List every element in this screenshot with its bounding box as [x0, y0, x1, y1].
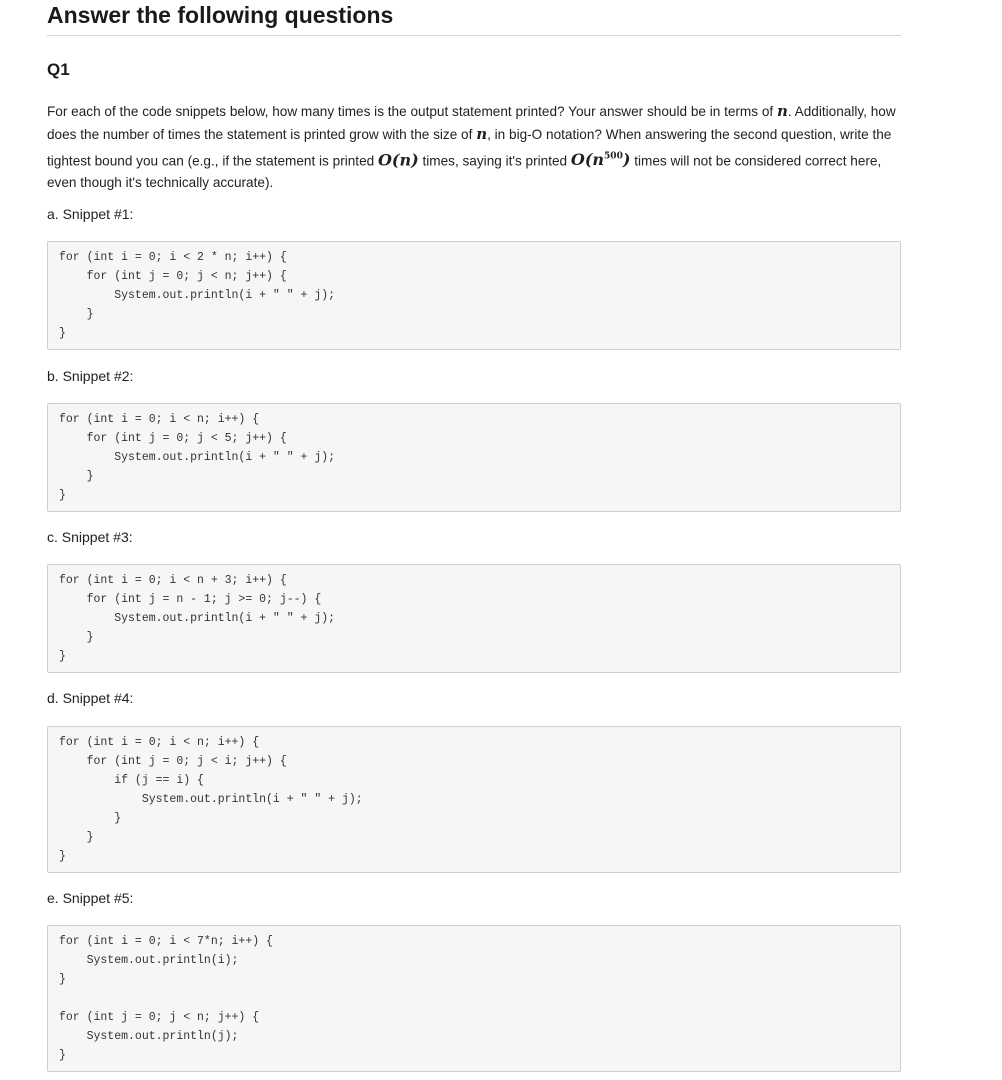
code-line: } — [59, 650, 66, 663]
math-o-n500 — [571, 150, 631, 169]
code-line: for (int i = 0; i < n; i++) { — [59, 413, 260, 426]
code-line: System.out.println(i + " " + j); — [59, 289, 336, 302]
code-line: for (int j = n - 1; j >= 0; j--) { — [59, 593, 322, 606]
prompt-text-5: times will not be considered correct here, even though it's technically accurate). — [47, 153, 882, 191]
code-line: for (int i = 0; i < 7*n; i++) { — [59, 935, 273, 948]
code-block — [47, 564, 901, 673]
code-line: } — [59, 631, 94, 644]
code-line: } — [59, 973, 66, 986]
prompt-text-4: times, saying it's printed — [422, 153, 568, 169]
math-n: n — [776, 102, 788, 120]
math-n: n — [476, 125, 488, 143]
code-line: for (int j = 0; j < i; j++) { — [59, 755, 287, 768]
code-line: System.out.println(i + " " + j); — [59, 793, 363, 806]
code-block — [47, 925, 901, 1072]
code-line: } — [59, 850, 66, 863]
code-line: for (int i = 0; i < 2 * n; i++) { — [59, 251, 287, 264]
code-line: for (int j = 0; j < 5; j++) { — [59, 432, 287, 445]
code-line: System.out.println(j); — [59, 1030, 239, 1043]
code-block — [47, 241, 901, 350]
prompt-text-1: For each of the code snippets below, how many times is the output statement printed? Your answer should be in terms of — [47, 104, 774, 119]
math-o-n500-close: ) — [622, 150, 631, 170]
code-line: System.out.println(i); — [59, 954, 239, 967]
code-line: } — [59, 1049, 66, 1062]
code-block — [47, 403, 901, 512]
code-line: for (int i = 0; i < n + 3; i++) { — [59, 574, 287, 587]
snippet-label: c. Snippet #3: — [47, 529, 133, 545]
question-prompt — [47, 100, 907, 194]
code-block — [47, 726, 901, 873]
math-o-n500-base: O(n — [570, 150, 605, 170]
code-line: } — [59, 327, 66, 340]
snippet-label: a. Snippet #1: — [47, 206, 134, 222]
snippet-label: b. Snippet #2: — [47, 368, 134, 384]
prompt-text-2: . Additionally, how does the number of times the statement is printed grow with the size of — [47, 104, 896, 142]
question-heading: Q1 — [47, 60, 70, 79]
snippet-label: d. Snippet #4: — [47, 690, 134, 706]
code-line: } — [59, 812, 122, 825]
code-line: for (int j = 0; j < n; j++) { — [59, 1011, 260, 1024]
code-line: } — [59, 470, 94, 483]
code-line: for (int i = 0; i < n; i++) { — [59, 736, 260, 749]
prompt-text-3: , in big-O notation? When answering the second question, write the tightest bound you can (e.g., if the statement is printed — [47, 127, 892, 169]
code-line: } — [59, 489, 66, 502]
code-line: for (int j = 0; j < n; j++) { — [59, 270, 287, 283]
math-o-n500-exponent: 500 — [604, 152, 623, 162]
math-o-n: O(n) — [377, 150, 419, 170]
code-line: } — [59, 308, 94, 321]
code-line: } — [59, 831, 94, 844]
code-line: System.out.println(i + " " + j); — [59, 612, 336, 625]
snippet-label: e. Snippet #5: — [47, 890, 134, 906]
page-title: Answer the following questions — [47, 2, 394, 28]
code-line: System.out.println(i + " " + j); — [59, 451, 336, 464]
title-divider — [47, 35, 901, 36]
code-line: if (j == i) { — [59, 774, 204, 787]
